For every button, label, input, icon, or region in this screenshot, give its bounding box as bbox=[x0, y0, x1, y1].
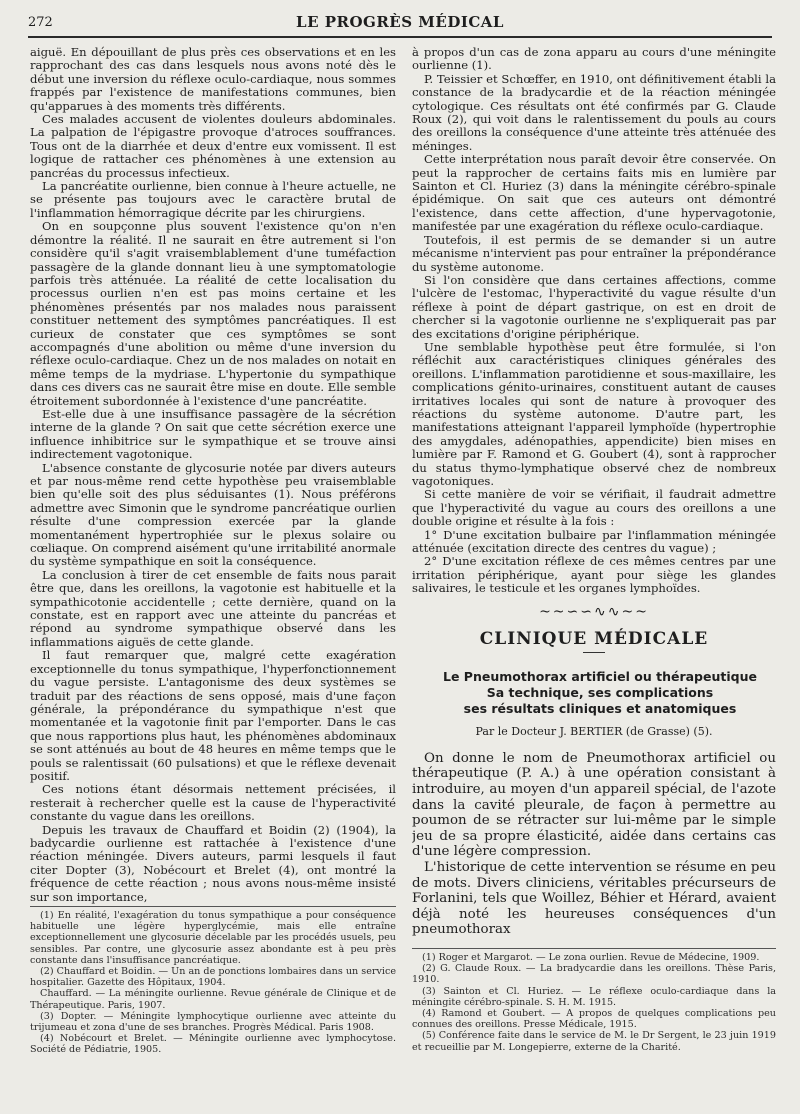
right-column bbox=[412, 46, 776, 1101]
paragraph: à propos d'un cas de zona apparu au cours d'une méningite ourlienne (1). bbox=[412, 46, 776, 73]
article-body bbox=[412, 751, 776, 938]
paragraph: Toutefois, il est permis de se demander si un autre mécanisme n'intervient pas pour entraîner la prépondérance du système autonome. bbox=[412, 232, 776, 274]
footnote: (4) Ramond et Goubert. — A propos de quelques complications peu connues des oreillons. Presse Médicale, 1915. bbox=[412, 1008, 776, 1031]
paragraph: Si l'on considère que dans certaines affections, comme l'ulcère de l'estomac, l'hyperactivité du vague résulte d'un réflexe à point de départ gastrique, on est en droit de chercher si la vagotonie ourlienne ne s'expliquerait pas par des excitations d'origine périphérique. bbox=[412, 272, 776, 341]
paragraph: aiguë. En dépouillant de plus près ces observations et en les rapprochant des cas dans lesquels nous avons noté dès le début une inversion du réflexe oculo-cardiaque, nous sommes frappés par l'existence de manifestations communes, bien qu'apparues à des moments très différents. bbox=[30, 46, 396, 113]
footnote: (2) Chauffard et Boidin. — Un an de ponctions lombaires dans un service hospitalier. Gazette des Hôpitaux, 1904. bbox=[30, 966, 396, 989]
right-footnotes bbox=[412, 948, 776, 1053]
page-header bbox=[28, 10, 772, 38]
paragraph: Une semblable hypothèse peut être formulée, si l'on réfléchit aux caractéristiques cliniques générales des oreillons. L'inflammation parotidienne et sous-maxillaire, les complications génito-urinaires, constituent autant de causes irritatives locales qui sont de nature à provoquer des réactions du système autonome. D'autre part, les manifestations atteignant l'appareil lymphoïde (hypertrophie des amygdales, adénopathies, appendicite) bien mises en lumière par F. Ramond et G. Goubert (4), sont à rapprocher du status thymo-lymphatique observé chez de nombreux vagotoniques. bbox=[412, 339, 776, 488]
page-number: 272 bbox=[28, 15, 53, 30]
paragraph: Cette interprétation nous paraît devoir être conservée. On peut la rapprocher de certains faits mis en lumière par Sainton et Cl. Huriez (3) dans la méningite cérébro-spinale épidémique. On sait que ces auteurs ont démontré l'existence, dans cette affection, d'une hypervagotonie, manifestée par une exagération du réflexe oculo-cardiaque. bbox=[412, 152, 776, 234]
paragraph: Il faut remarquer que, malgré cette exagération exceptionnelle du tonus sympathique, l'hyperfonctionnement du vague persiste. L'antagonisme des deux systèmes se traduit par des réactions de sens opposé, mais d'une façon générale, la prépondérance du sympathique n'est que momentanée et la vagotonie finit par l'emporter. Dans le cas que nous rapportions plus haut, les phénomènes abdominaux se sont atténués au bout de 48 heures en même temps que le pouls se ralentissait (60 pulsations) et que le réflexe devenait positif. bbox=[30, 648, 396, 783]
footnote: (1) En réalité, l'exagération du tonus sympathique a pour conséquence habituelle une légère hyperglycémie, mais elle entraîne exceptionnellement une glycosurie décelable par les procédés usuels, peu sensibles. Par contre, une glycosurie assez abondante est à peu près constante dans l'insuffisance pancréatique. bbox=[30, 910, 396, 966]
paragraph: Ces malades accusent de violentes douleurs abdominales. La palpation de l'épigastre provoque d'atroces souffrances. Tous ont de la diarrhée et deux d'entre eux vomissent. Il est logique de rattacher ces phénomènes à une extension au pancréas du processus infectieux. bbox=[30, 112, 396, 180]
paragraph: On donne le nom de Pneumothorax artificiel ou thérapeutique (P. A.) à une opération consistant à introduire, au moyen d'un appareil spécial, de l'azote dans la cavité pleurale, de façon à permettre au poumon de se rétracter sur lui-même par le simple jeu de sa propre élasticité, aidée dans certains cas d'une légère compression. bbox=[412, 750, 776, 860]
article-title-line: Le Pneumothorax artificiel ou thérapeutique bbox=[443, 669, 757, 685]
paragraph: Depuis les travaux de Chauffard et Boidin (2) (1904), la badycardie ourlienne est rattachée à l'existence d'une réaction méningée. Divers auteurs, parmi lesquels il faut citer Dopter (3), Nobécourt et Brelet (4), ont montré la fréquence de cette réaction ; nous avons nous-même insisté sur son importance, bbox=[30, 822, 396, 904]
left-footnotes bbox=[30, 906, 396, 1056]
section-ornament: ~~∽∽∿∿~~ bbox=[539, 603, 649, 620]
article-byline: Par le Docteur J. BERTIER (de Grasse) (5). bbox=[475, 725, 713, 739]
footnote: (3) Sainton et Cl. Huriez. — Le réflexe oculo-cardiaque dans la méningite cérébro-spinale. S. H. M. 1915. bbox=[412, 985, 776, 1008]
footnote: (1) Roger et Margarot. — Le zona ourlien. Revue de Médecine, 1909. bbox=[422, 952, 760, 963]
paragraph: Si cette manière de voir se vérifiait, il faudrait admettre que l'hyperactivité du vague au cours des oreillons a une double origine et résulte à la fois : bbox=[412, 487, 776, 529]
numbered-list bbox=[412, 529, 776, 596]
paragraph: L'historique de cette intervention se résume en peu de mots. Divers cliniciens, véritables précurseurs de Forlanini, tels que Woillez, Béhier et Hérard, avaient déjà noté les heureuses conséquences d'un pneumothorax bbox=[412, 860, 776, 938]
article-title-line: ses résultats cliniques et anatomiques bbox=[463, 701, 737, 717]
footnote: (3) Dopter. — Méningite lymphocytique ourlienne avec atteinte du trijumeau et zona d'une de ses branches. Progrès Médical. Paris 1908. bbox=[30, 1010, 396, 1034]
footnote: (5) Conférence faite dans le service de M. le Dr Sergent, le 23 juin 1919 et recueillie par M. Longepierre, externe de la Charité. bbox=[412, 1030, 776, 1053]
footnote: (2) G. Claude Roux. — La bradycardie dans les oreillons. Thèse Paris, 1910. bbox=[412, 963, 776, 986]
list-item: 2° D'une excitation réflexe de ces mêmes centres par une irritation périphérique, ayant pour siège les glandes salivaires, le testicule et les organes lymphoïdes. bbox=[412, 554, 776, 596]
section-title: CLINIQUE MÉDICALE bbox=[479, 629, 709, 650]
footnote: (4) Nobécourt et Brelet. — Méningite ourlienne avec lymphocytose. Société de Pédiatrie, 1905. bbox=[30, 1033, 396, 1056]
journal-title: LE PROGRÈS MÉDICAL bbox=[296, 13, 504, 31]
list-item: 1° D'une excitation bulbaire par l'inflammation méningée atténuée (excitation directe des centres du vague) ; bbox=[412, 527, 776, 556]
article-title-line: Sa technique, ses complications bbox=[486, 685, 714, 701]
paragraph: La pancréatite ourlienne, bien connue à l'heure actuelle, ne se présente pas toujours avec le caractère brutal de l'inflammation hémorragique décrite par les chirurgiens. bbox=[30, 179, 396, 220]
title-divider bbox=[583, 652, 605, 653]
paragraph: On en soupçonne plus souvent l'existence qu'on n'en démontre la réalité. Il ne saurait en être autrement si l'on considère qu'il s'agit vraisemblablement d'une tuméfaction passagère de la glande donnant lieu à une symptomatologie parfois très atténuée. La réalité de cette localisation du processus ourlien n'en est pas moins certaine et les phénomènes présentés par nos malades nous paraissent constituer nettement des symptômes pancréatiques. Il est curieux de constater que ces symptômes se sont accompagnés d'une abolition ou même d'une inversion du réflexe oculo-cardiaque. Chez un de nos malades on notait en même temps de la mydriase. L'hypertonie du sympathique dans ces divers cas ne saurait être mise en doute. Elle semble étroitement subordonnée à l'existence d'une pancréatite. bbox=[30, 219, 396, 408]
footnote: Chauffard. — La méningite ourlienne. Revue générale de Clinique et de Thérapeutique. Paris, 1907. bbox=[30, 988, 396, 1011]
paragraph: L'absence constante de glycosurie notée par divers auteurs et par nous-même rend cette hypothèse peu vraisemblable bien qu'elle soit des plus séduisantes (1). Nous préférons admettre avec Simonin que le syndrome pancréatique ourlien résulte d'une compression exercée par la glande momentanément hypertrophiée sur le plexus solaire ou cœliaque. On comprend aisément qu'une irritabilité anormale du système sympathique en soit la conséquence. bbox=[30, 460, 396, 569]
paragraph: Ces notions étant désormais nettement précisées, il resterait à rechercher quelle est la cause de l'hyperactivité constante du vague dans les oreillons. bbox=[30, 782, 396, 824]
paragraph: Est-elle due à une insuffisance passagère de la sécrétion interne de la glande ? On sait que cette sécrétion exerce une influence inhibitrice sur le sympathique et se trouve ainsi indirectement vagotonique. bbox=[30, 406, 396, 462]
paragraph: P. Teissier et Schœffer, en 1910, ont définitivement établi la constance de la bradycardie et de la réaction méningée cytologique. Ces résultats ont été confirmés par G. Claude Roux (2), qui voit dans le ralentissement du pouls au cours des oreillons la conséquence d'une atteinte très atténuée des méninges. bbox=[412, 71, 776, 153]
paragraph: La conclusion à tirer de cet ensemble de faits nous parait être que, dans les oreillons, la vagotonie est habituelle et la sympathicotonie accidentelle ; cette dernière, quand on la constate, est en rapport avec une atteinte du pancréas et répond au syndrome sympathique observé dans les inflammations aiguës de cette glande. bbox=[30, 567, 396, 649]
